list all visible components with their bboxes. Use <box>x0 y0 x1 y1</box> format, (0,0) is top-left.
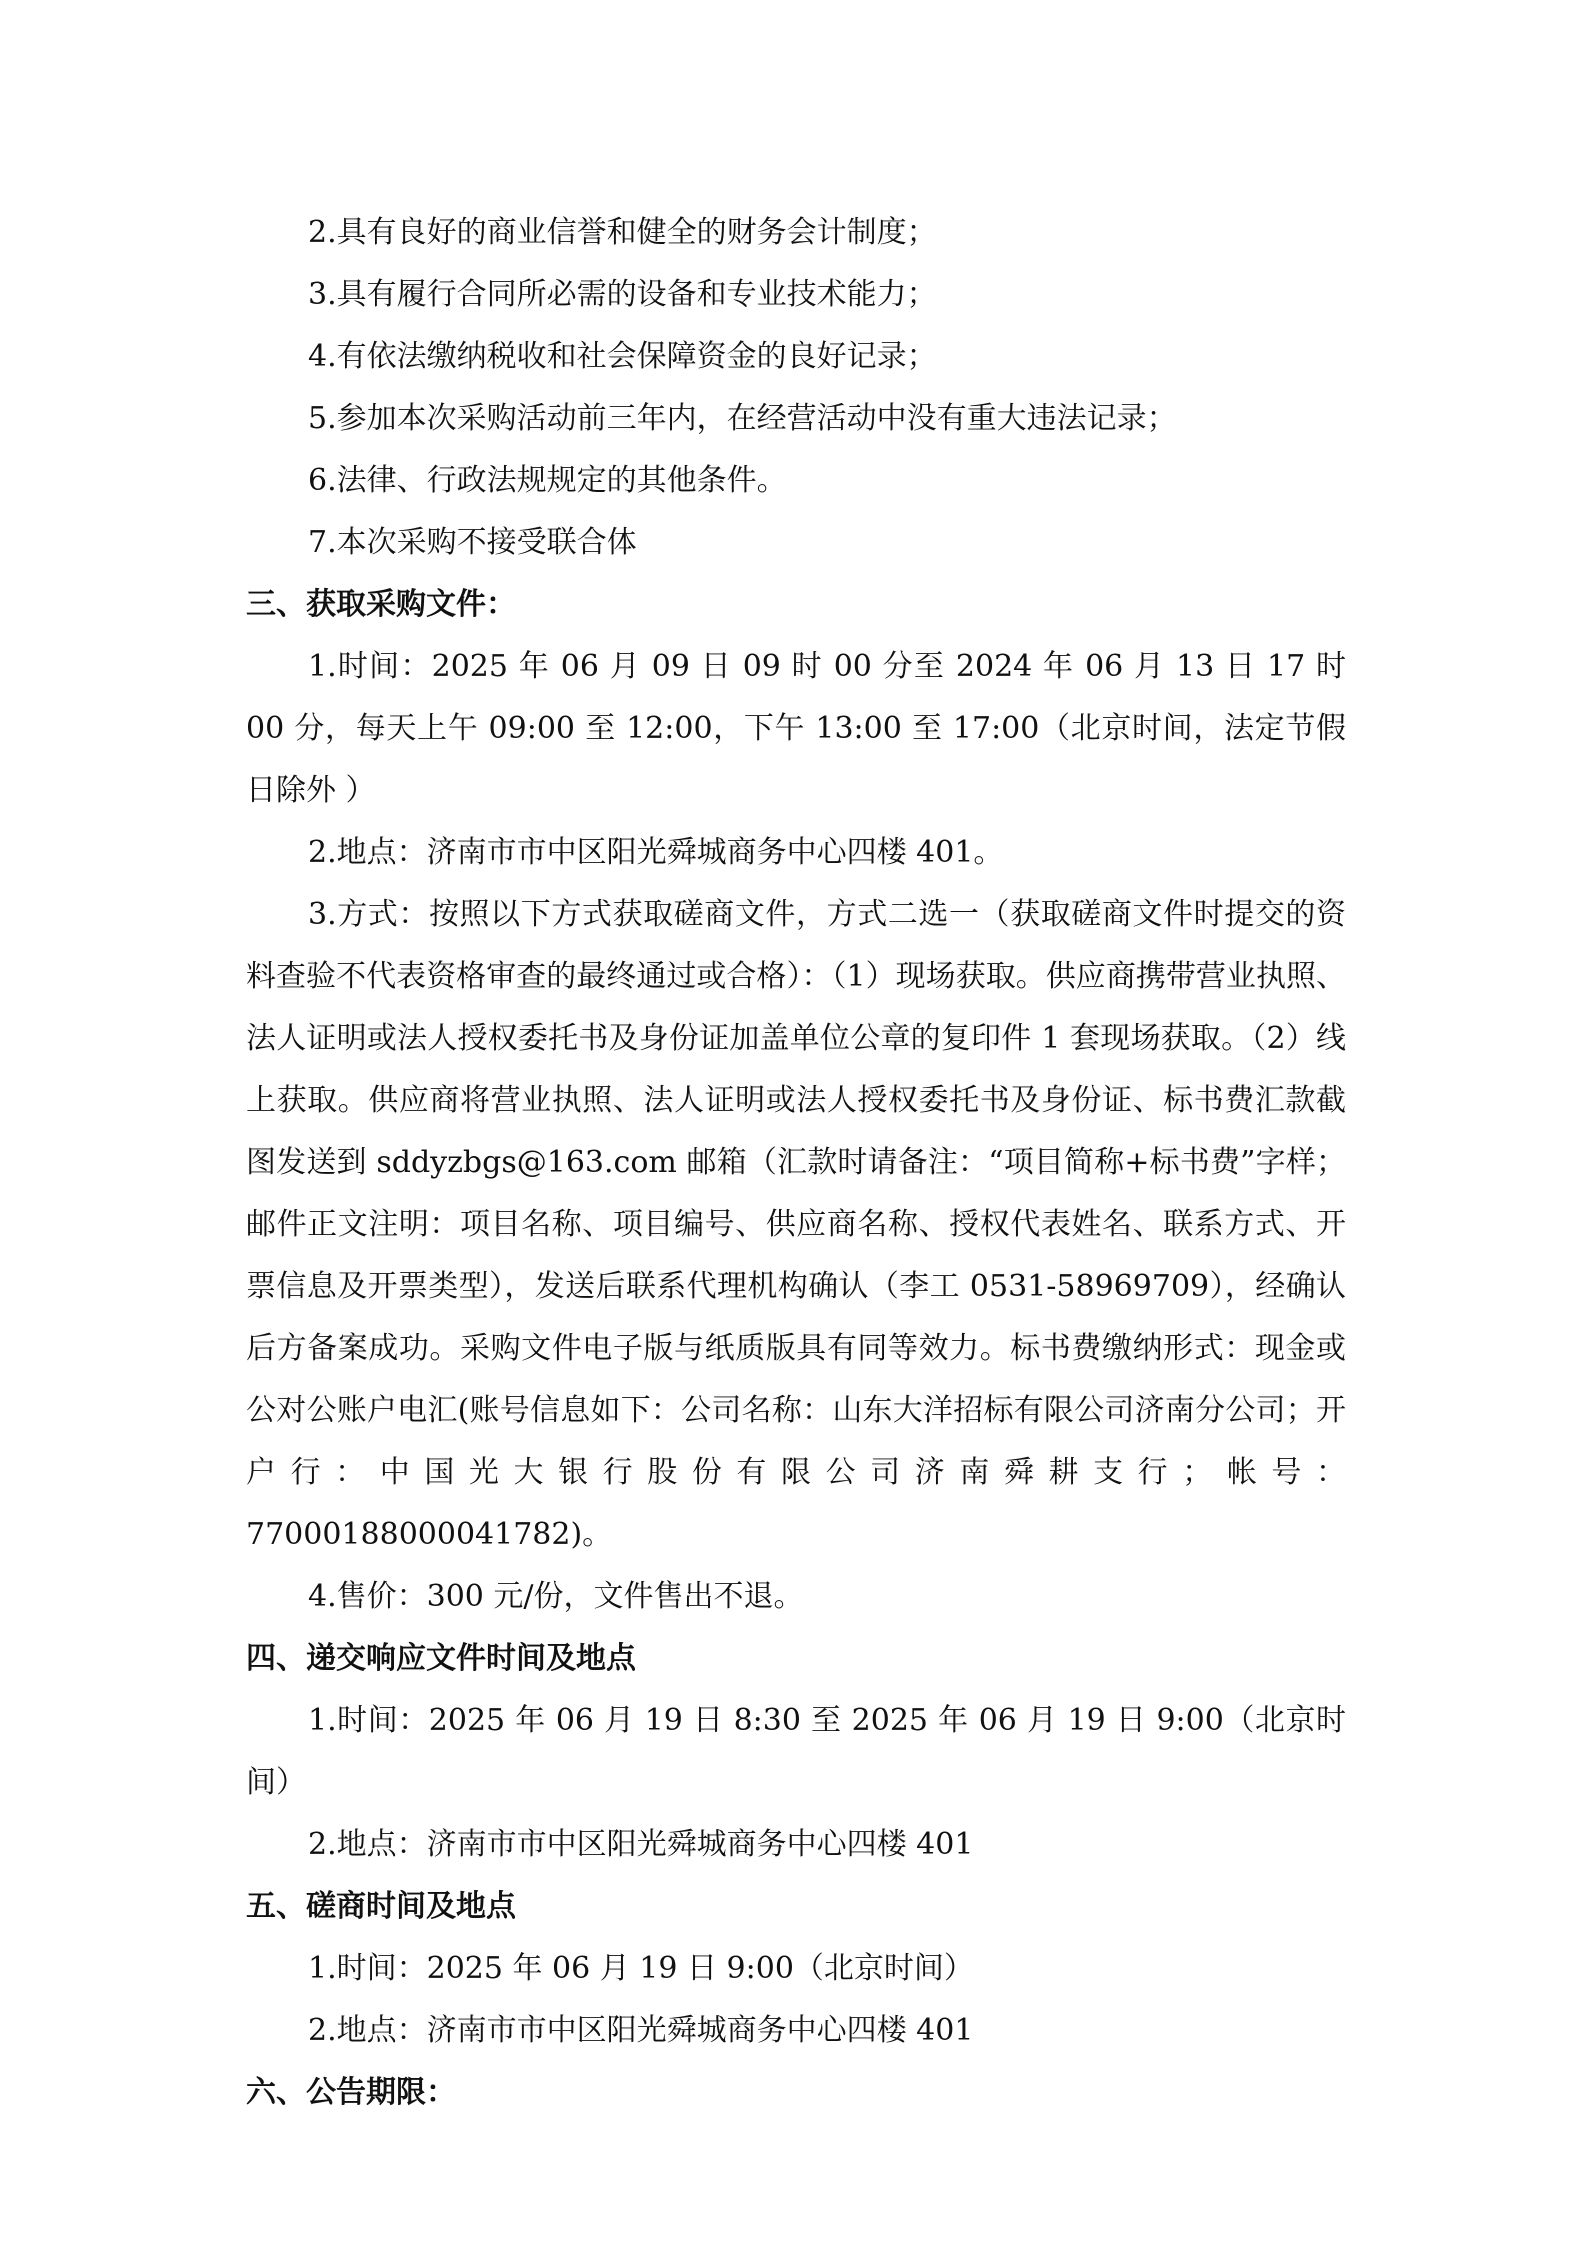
section-heading-obtain-docs: 三、获取采购文件： <box>246 587 516 622</box>
qualification-item-7: 7.本次采购不接受联合体 <box>308 525 637 560</box>
negotiation-time: 1.时间：2025 年 06 月 19 日 9:00（北京时间） <box>308 1951 974 1986</box>
section-heading-negotiation: 五、磋商时间及地点 <box>246 1889 516 1924</box>
submission-place: 2.地点：济南市市中区阳光舜城商务中心四楼 401 <box>308 1827 974 1862</box>
document-body <box>246 202 1346 2124</box>
qualification-item-3: 3.具有履行合同所必需的设备和专业技术能力； <box>308 277 937 312</box>
negotiation-place: 2.地点：济南市市中区阳光舜城商务中心四楼 401 <box>308 2013 974 2048</box>
qualification-item-5: 5.参加本次采购活动前三年内，在经营活动中没有重大违法记录； <box>308 401 1177 436</box>
obtain-docs-price: 4.售价：300 元/份，文件售出不退。 <box>308 1579 804 1614</box>
qualification-item-4: 4.有依法缴纳税收和社会保障资金的良好记录； <box>308 339 937 374</box>
section-heading-announcement-period: 六、公告期限： <box>246 2075 456 2110</box>
obtain-docs-place: 2.地点：济南市市中区阳光舜城商务中心四楼 401。 <box>308 835 1004 870</box>
obtain-docs-time: 1.时间：2025 年 06 月 09 日 09 时 00 分至 2024 年 06 月 13 日 17 时 00 分，每天上午 09:00 至 12:00，下午 13:00 至 17:00（北京时间，法定节假日除外 ） <box>246 649 1346 808</box>
qualification-item-6: 6.法律、行政法规规定的其他条件。 <box>308 463 787 498</box>
section-heading-submission: 四、递交响应文件时间及地点 <box>246 1641 636 1676</box>
obtain-docs-method: 3.方式：按照以下方式获取磋商文件，方式二选一（获取磋商文件时提交的资料查验不代表资格审查的最终通过或合格）：（1）现场获取。供应商携带营业执照、法人证明或法人授权委托书及身份证加盖单位公章的复印件 1 套现场获取。（2）线上获取。供应商将营业执照、法人证明或法人授权委托书及身份证、标书费汇款截图发送到 sddyzbgs@163.com 邮箱（汇款时请备注：“项目简称+标书费”字样；邮件正文注明：项目名称、项目编号、供应商名称、授权代表姓名、联系方式、开票信息及开票类型），发送后联系代理机构确认（李工 0531-58969709），经确认后方备案成功。采购文件电子版与纸质版具有同等效力。标书费缴纳形式：现金或公对公账户电汇(账号信息如下：公司名称：山东大洋招标有限公司济南分公司；开户行：中国光大银行股份有限公司济南舜耕支行；帐号：77000188000041782)。 <box>246 897 1346 1552</box>
qualification-item-2: 2.具有良好的商业信誉和健全的财务会计制度； <box>308 215 937 250</box>
submission-time: 1.时间：2025 年 06 月 19 日 8:30 至 2025 年 06 月 19 日 9:00（北京时间） <box>246 1703 1346 1800</box>
